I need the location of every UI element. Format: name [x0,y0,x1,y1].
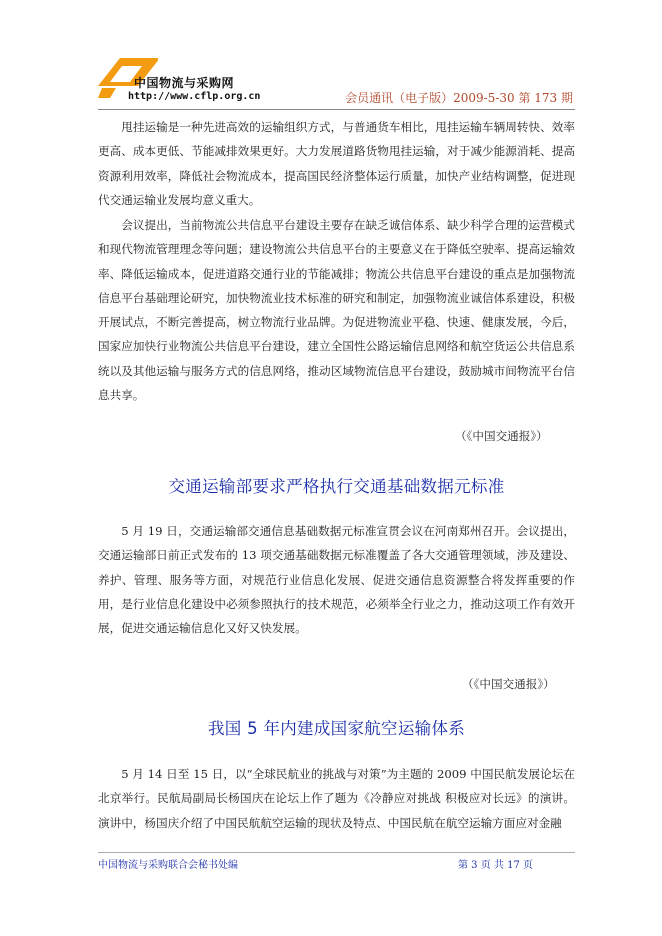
org-name: 中国物流与采购网 [134,76,235,90]
logo [98,52,261,104]
article1-paragraph-2: 会议提出，当前物流公共信息平台建设主要存在缺乏诚信体系、缺少科学合理的运营模式和现代物流管理理念等问题；建设物流公共信息平台的主要意义在于降低空驶率、提高运输效率、降低运输成本，促进道路交通行业的节能减排；物流公共信息平台建设的重点是加强物流信息平台基础理论研究，加快物流业技术标准的研究和制定，加强物流业诚信体系建设，积极开展试点，不断完善提高，树立物流行业品牌。为促进物流业平稳、快速、健康发展，今后，国家应加快行业物流公共信息平台建设，建立全国性公路运输信息网络和航空货运公共信息系统以及其他运输与服务方式的信息网络，推动区域物流信息平台建设，鼓励城市间物流平台信息共享。 [98,218,575,403]
article2-source: （《中国交通报》） [462,677,555,691]
article3-title: 我国 5 年内建成国家航空运输体系 [207,719,466,738]
org-url: http://www.cflp.org.cn [128,91,261,102]
page-number: 第 3 页 共 17 页 [458,860,533,871]
footer-divider [98,852,575,853]
footer-publisher: 中国物流与采购联合会秘书处编 [98,860,238,871]
article3-paragraph-1: 5 月 14 日至 15 日，以“全球民航业的挑战与对策”为主题的 2009 中国民航发展论坛在北京举行。民航局副局长杨国庆在论坛上作了题为《冷静应对挑战 积极应对长远》的演讲。演讲中，杨国庆介绍了中国民航航空运输的现状及特点、中国民航在航空运输方面应对金融 [98,767,575,830]
article1-paragraph-1: 甩挂运输是一种先进高效的运输组织方式，与普通货车相比，甩挂运输车辆周转快、效率更高、成本更低、节能减排效果更好。大力发展道路货物甩挂运输，对于减少能源消耗、提高资源利用效率，降低社会物流成本，提高国民经济整体运行质量，加快产业结构调整，促进现代交通运输业发展均意义重大。 [98,120,575,207]
article1-source: （《中国交通报》） [455,429,548,443]
header-divider [98,109,575,110]
page-header [98,52,573,108]
issue-info: 会员通讯（电子版）2009-5-30 第 173 期 [345,91,573,105]
article2-title: 交通运输部要求严格执行交通基础数据元标准 [168,477,505,496]
article2-paragraph-1: 5 月 19 日，交通运输部交通信息基础数据元标准宣贯会议在河南郑州召开。会议提出，交通运输部日前正式发布的 13 项交通基础数据元标准覆盖了各大交通管理领域，涉及建设、养护、管理、服务等方面，对规范行业信息化发展、促进交通信息资源整合将发挥重要的作用，是行业信息化建设中必须参照执行的技术规范，必须举全行业之力，推动这项工作有效开展，促进交通运输信息化又好又快发展。 [98,524,575,636]
